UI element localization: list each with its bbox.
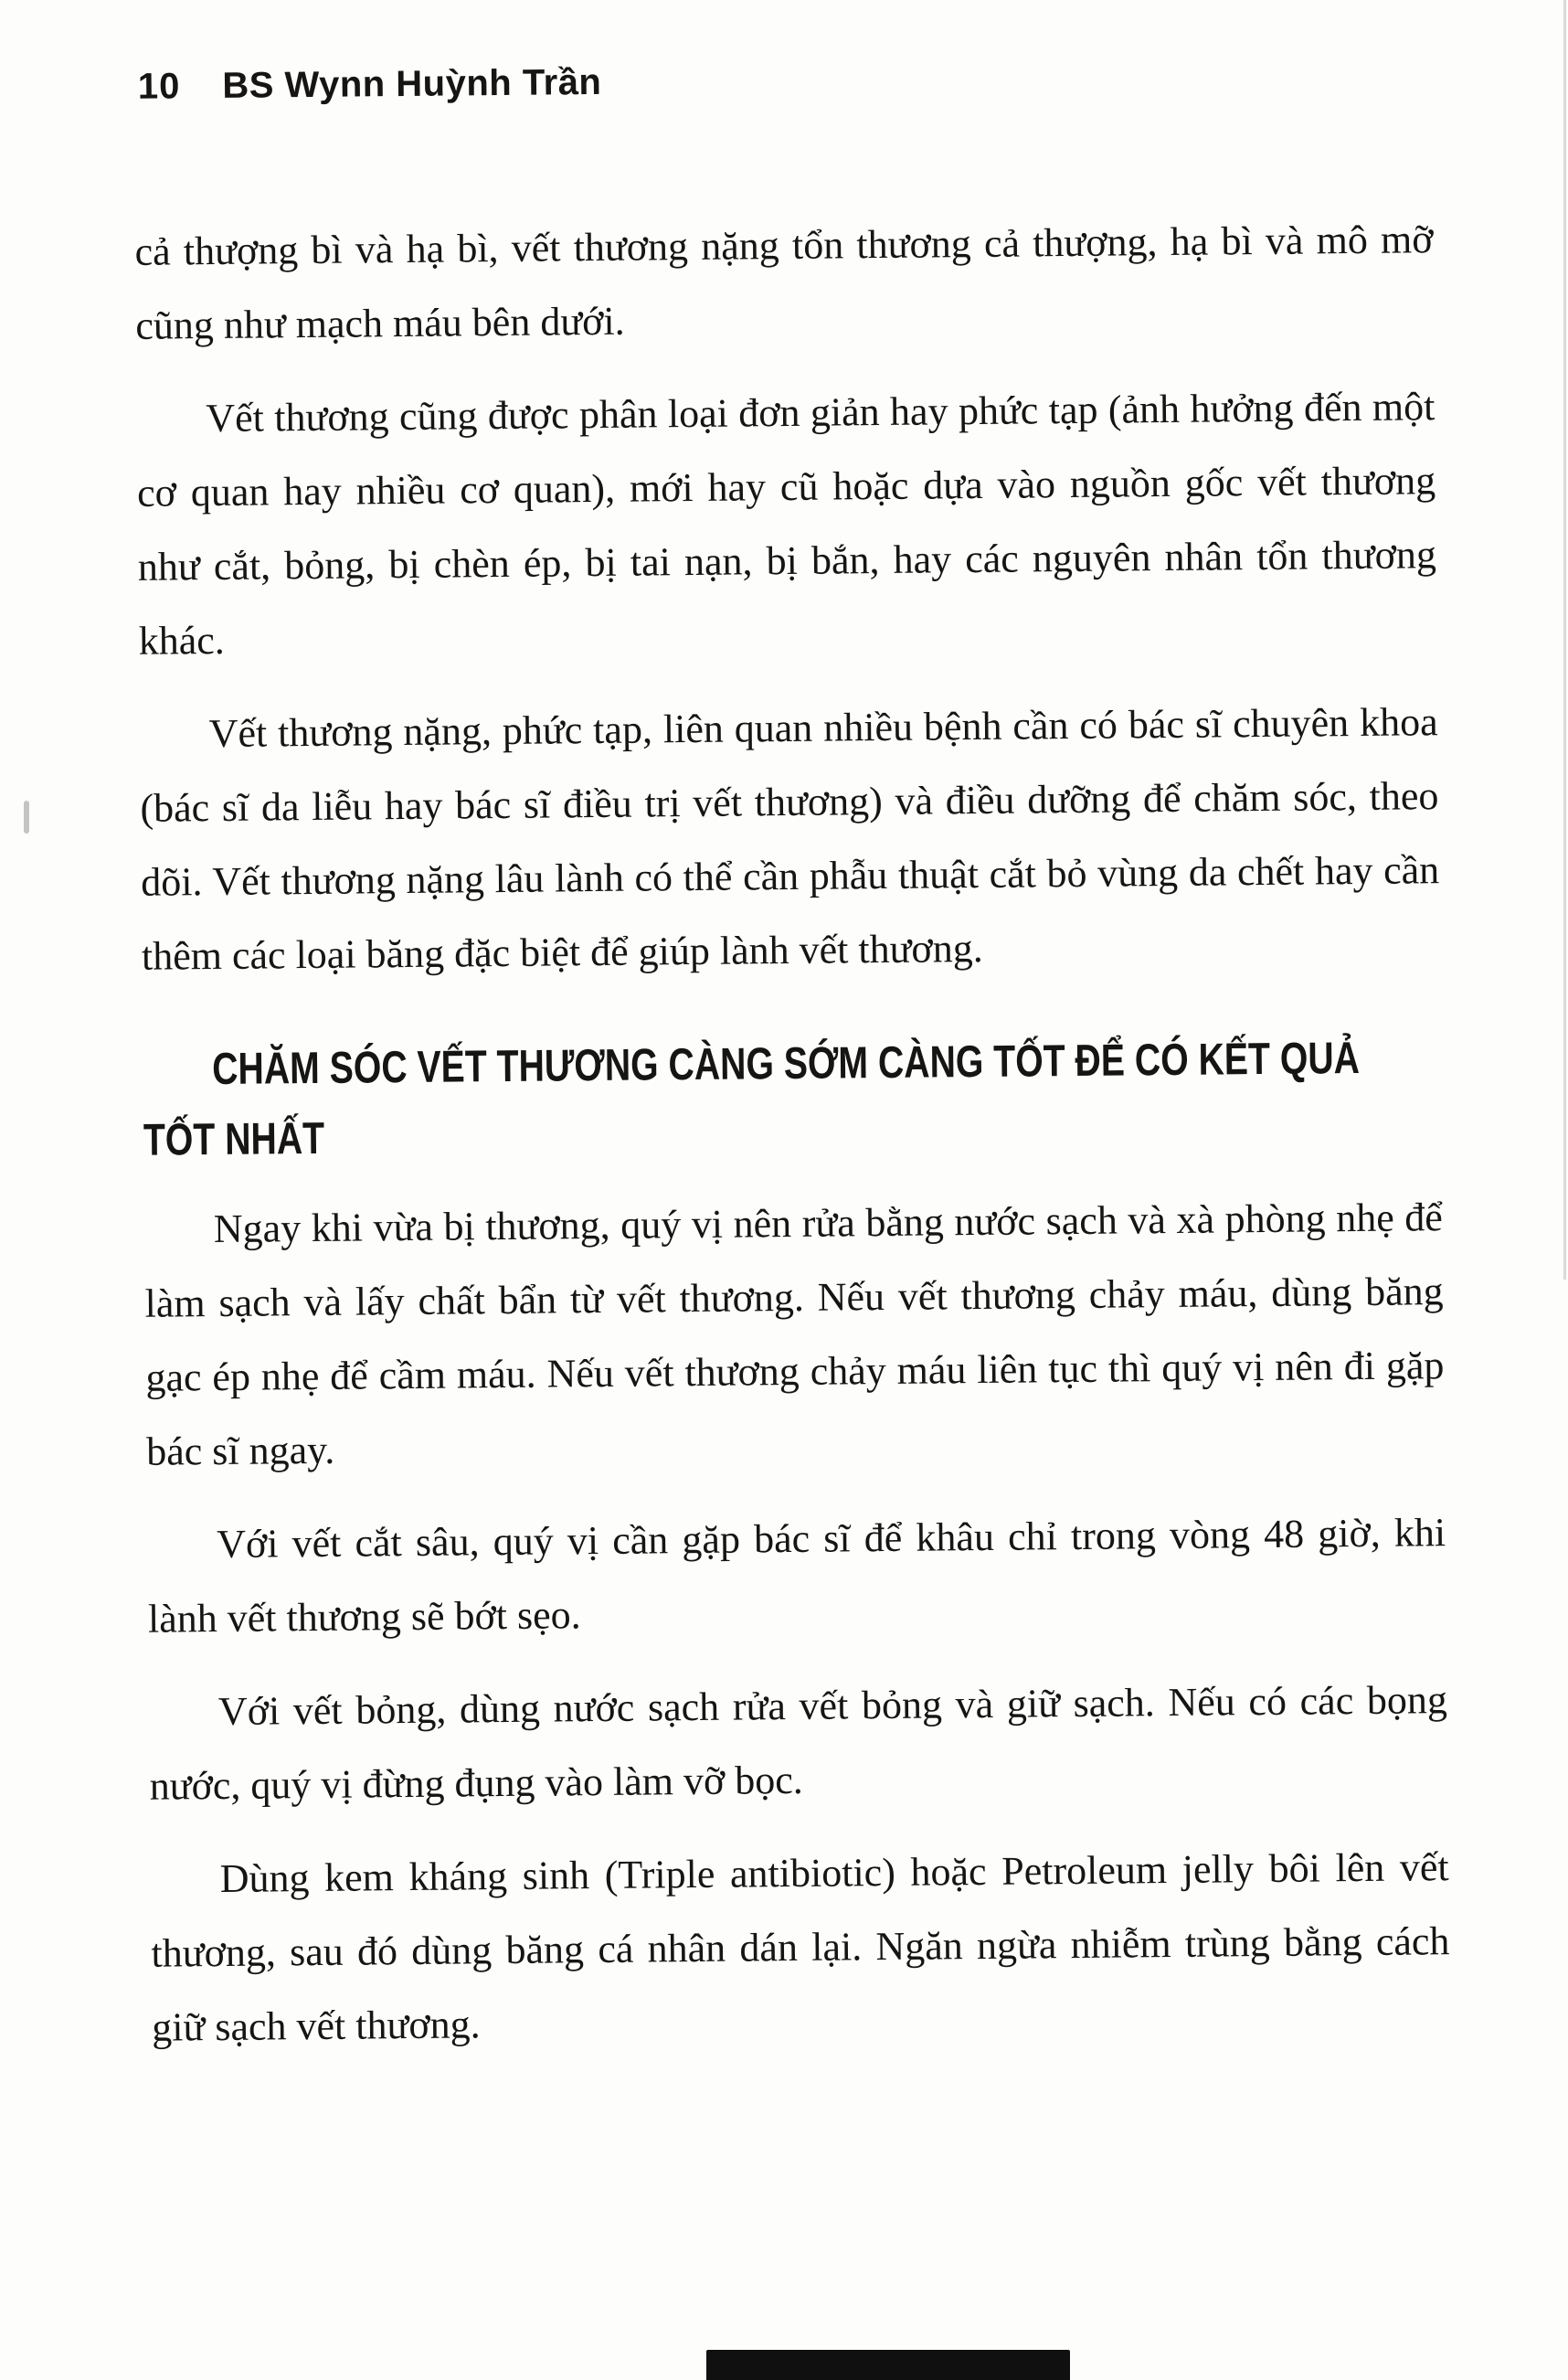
paragraph-continuation: cả thượng bì và hạ bì, vết thương nặng tổn thương cả thượng, hạ bì và mô mỡ cũng như mạch máu bên dưới. — [134, 217, 1434, 348]
page-edge-line — [1563, 0, 1566, 1280]
running-header: BS Wynn Huỳnh Trần — [222, 61, 602, 106]
paragraph: Với vết cắt sâu, quý vị cần gặp bác sĩ để khâu chỉ trong vòng 48 giờ, khi lành vết thương sẽ bớt sẹo. — [147, 1510, 1446, 1642]
scan-artifact-bar — [706, 2350, 1070, 2380]
page-body — [134, 202, 1451, 2084]
paragraph: Vết thương cũng được phân loại đơn giản hay phức tạp (ảnh hưởng đến một cơ quan hay nhiều cơ quan), mới hay cũ hoặc dựa vào nguồn gốc vết thương như cắt, bỏng, bị chèn ép, bị tai nạn, bị bắn, hay các nguyên nhân tổn thương khác. — [136, 384, 1437, 664]
paragraph: Vết thương nặng, phức tạp, liên quan nhiều bệnh cần có bác sĩ chuyên khoa (bác sĩ da liễu hay bác sĩ điều trị vết thương) và điều dưỡng để chăm sóc, theo dõi. Vết thương nặng lâu lành có thể cần phẫu thuật cắt bỏ vùng da chết hay cần thêm các loại băng đặc biệt để giúp lành vết thương. — [140, 699, 1440, 979]
running-header-row — [138, 62, 602, 108]
scan-speck — [24, 801, 29, 834]
paragraph: Với vết bỏng, dùng nước sạch rửa vết bỏng và giữ sạch. Nếu có các bọng nước, quý vị đừng đụng vào làm vỡ bọc. — [149, 1677, 1448, 1809]
paragraph: Ngay khi vừa bị thương, quý vị nên rửa bằng nước sạch và xà phòng nhẹ để làm sạch và lấy chất bẩn từ vết thương. Nếu vết thương chảy máu, dùng băng gạc ép nhẹ để cầm máu. Nếu vết thương chảy máu liên tục thì quý vị nên đi gặp bác sĩ ngay. — [144, 1195, 1445, 1474]
paragraph: Dùng kem kháng sinh (Triple antibiotic) hoặc Petroleum jelly bôi lên vết thương, sau đó dùng băng cá nhân dán lại. Ngăn ngừa nhiễm trùng bằng cách giữ sạch vết thương. — [151, 1844, 1450, 2050]
section-heading: CHĂM SÓC VẾT THƯƠNG CÀNG SỚM CÀNG TỐT ĐỂ CÓ KẾT QUẢ TỐT NHẤT — [143, 1034, 1361, 1165]
page-number: 10 — [137, 66, 181, 107]
